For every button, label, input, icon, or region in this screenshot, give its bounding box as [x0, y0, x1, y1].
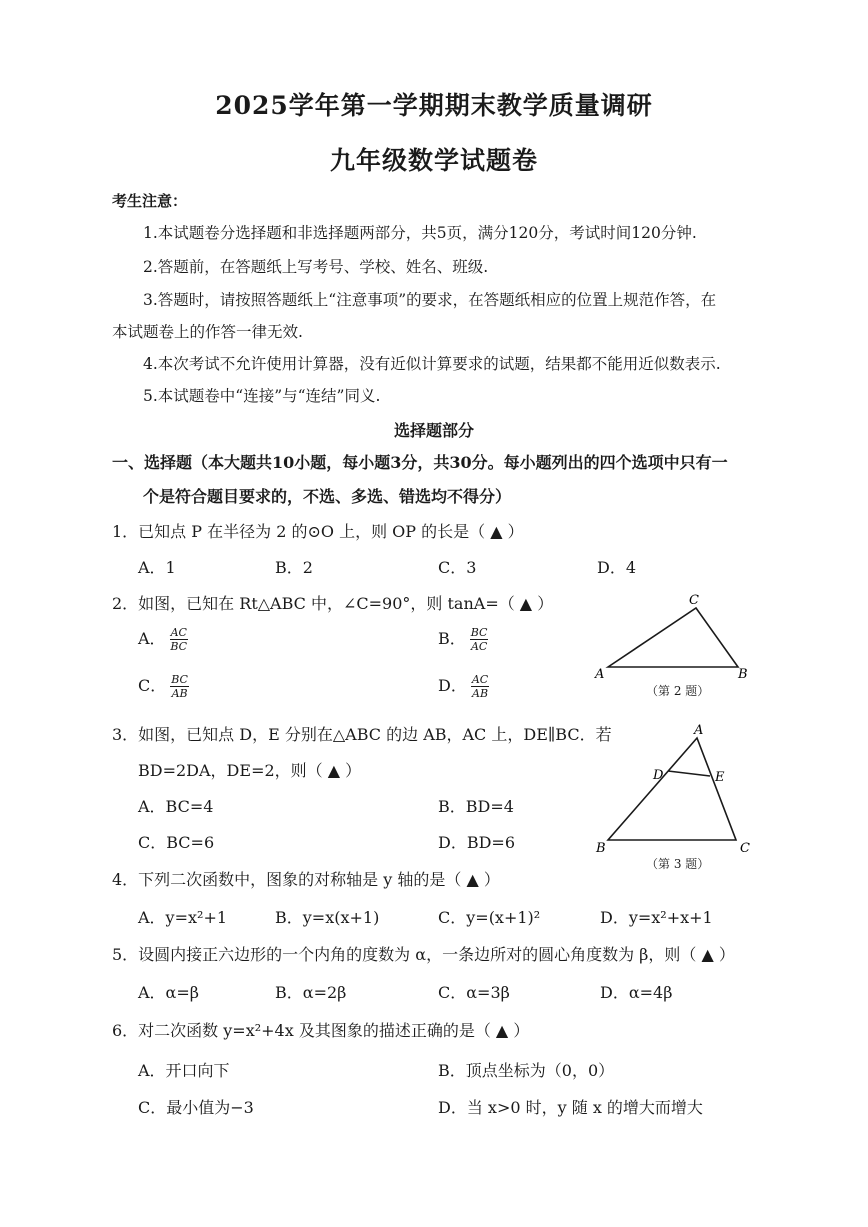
segment-de: [668, 771, 710, 776]
option-letter: A．: [138, 629, 166, 648]
question-4-stem: 4．下列二次函数中，图象的对称轴是 y 轴的是（ ▲ ）: [112, 870, 500, 889]
q6-option-a: A．开口向下: [138, 1061, 230, 1080]
exam-subtitle: 九年级数学试题卷: [329, 146, 538, 175]
numerator: AC: [170, 626, 187, 639]
option-letter: B．: [438, 629, 466, 648]
notice-item: 4.本次考试不允许使用计算器，没有近似计算要求的试题，结果都不能用近似数表示.: [143, 355, 721, 373]
part1-heading: 一、选择题（本大题共10小题，每小题3分，共30分。每小题列出的四个选项中只有一: [112, 453, 728, 472]
fraction: [170, 673, 189, 700]
q4-option-d: D．y=x²+x+1: [600, 908, 713, 927]
question-1-stem: 1．已知点 P 在半径为 2 的⊙O 上，则 OP 的长是（ ▲ ）: [112, 522, 524, 541]
q6-option-d: D．当 x>0 时，y 随 x 的增大而增大: [438, 1098, 703, 1117]
denominator: AB: [472, 687, 489, 700]
q4-option-c: C．y=(x+1)²: [438, 908, 541, 927]
question-2-stem: 2．如图，已知在 Rt△ABC 中，∠C=90°，则 tanA=（ ▲ ）: [112, 594, 554, 613]
q5-option-b: B．α=2β: [275, 983, 347, 1002]
q2-option-b: [438, 626, 488, 653]
notice-item-continued: 本试题卷上的作答一律无效.: [112, 323, 303, 341]
figure-q3-caption: （第 3 题）: [646, 857, 710, 871]
q4-option-b: B．y=x(x+1): [275, 908, 380, 927]
denominator: AB: [171, 687, 188, 700]
vertex-label-c: C: [740, 841, 750, 856]
q6-option-b: B．顶点坐标为（0，0）: [438, 1061, 615, 1080]
option-letter: C．: [138, 676, 167, 695]
figure-q3-triangle: [590, 722, 760, 857]
notice-label: 考生注意：: [112, 192, 188, 210]
numerator: AC: [471, 673, 489, 686]
q1-option-d: D．4: [597, 558, 637, 577]
vertex-label-c: C: [689, 593, 699, 608]
q5-option-c: C．α=3β: [438, 983, 510, 1002]
question-6-stem: 6．对二次函数 y=x²+4x 及其图象的描述正确的是（ ▲ ）: [112, 1021, 530, 1040]
q2-option-a: [138, 626, 188, 653]
triangle-abc: [608, 738, 736, 840]
q3-option-c: C．BC=6: [138, 833, 215, 852]
notice-item: 3.答题时，请按照答题纸上“注意事项”的要求，在答题纸相应的位置上规范作答，在: [143, 291, 717, 309]
part1-heading-continued: 个是符合题目要求的，不选、多选、错选均不得分）: [143, 487, 512, 506]
question-3-stem-continued: BD=2DA，DE=2，则（ ▲ ）: [138, 761, 362, 780]
q3-option-b: B．BD=4: [438, 797, 514, 816]
vertex-label-b: B: [738, 667, 748, 682]
section-title: 选择题部分: [393, 421, 474, 440]
denominator: BC: [170, 640, 188, 653]
denominator: AC: [470, 640, 488, 653]
q3-option-a: A．BC=4: [138, 797, 214, 816]
option-letter: D．: [438, 676, 467, 695]
question-5-stem: 5．设圆内接正六边形的一个内角的度数为 α，一条边所对的圆心角度数为 β，则（ ▲ ）: [112, 945, 735, 964]
q2-option-c: [138, 673, 189, 700]
exam-title: 2025学年第一学期期末教学质量调研: [215, 91, 653, 120]
vertex-label-a: A: [595, 667, 605, 682]
q5-option-d: D．α=4β: [600, 983, 673, 1002]
q1-option-a: A．1: [138, 558, 176, 577]
question-3-stem: 3．如图，已知点 D，E 分别在△ABC 的边 AB，AC 上，DE∥BC．若: [112, 725, 612, 744]
q1-option-b: B．2: [275, 558, 313, 577]
vertex-label-b: B: [596, 841, 606, 856]
fraction: [170, 626, 188, 653]
q4-option-a: A．y=x²+1: [138, 908, 228, 927]
notice-item: 2.答题前，在答题纸上写考号、学校、姓名、班级.: [143, 258, 489, 276]
vertex-label-a: A: [694, 723, 704, 738]
triangle-abc: [608, 608, 738, 667]
point-label-e: E: [715, 770, 725, 785]
q2-option-d: [438, 673, 489, 700]
fraction: [470, 626, 489, 653]
numerator: BC: [171, 673, 188, 686]
notice-item: 5.本试题卷中“连接”与“连结”同义.: [143, 387, 381, 405]
fraction: [471, 673, 489, 700]
q5-option-a: A．α=β: [138, 983, 200, 1002]
notice-item: 1.本试题卷分选择题和非选择题两部分，共5页，满分120分，考试时间120分钟.: [143, 224, 697, 242]
numerator: BC: [470, 626, 488, 639]
q6-option-c: C．最小值为−3: [138, 1098, 254, 1117]
point-label-d: D: [653, 768, 664, 783]
q1-option-c: C．3: [438, 558, 477, 577]
q3-option-d: D．BD=6: [438, 833, 516, 852]
figure-q2-caption: （第 2 题）: [646, 684, 710, 698]
